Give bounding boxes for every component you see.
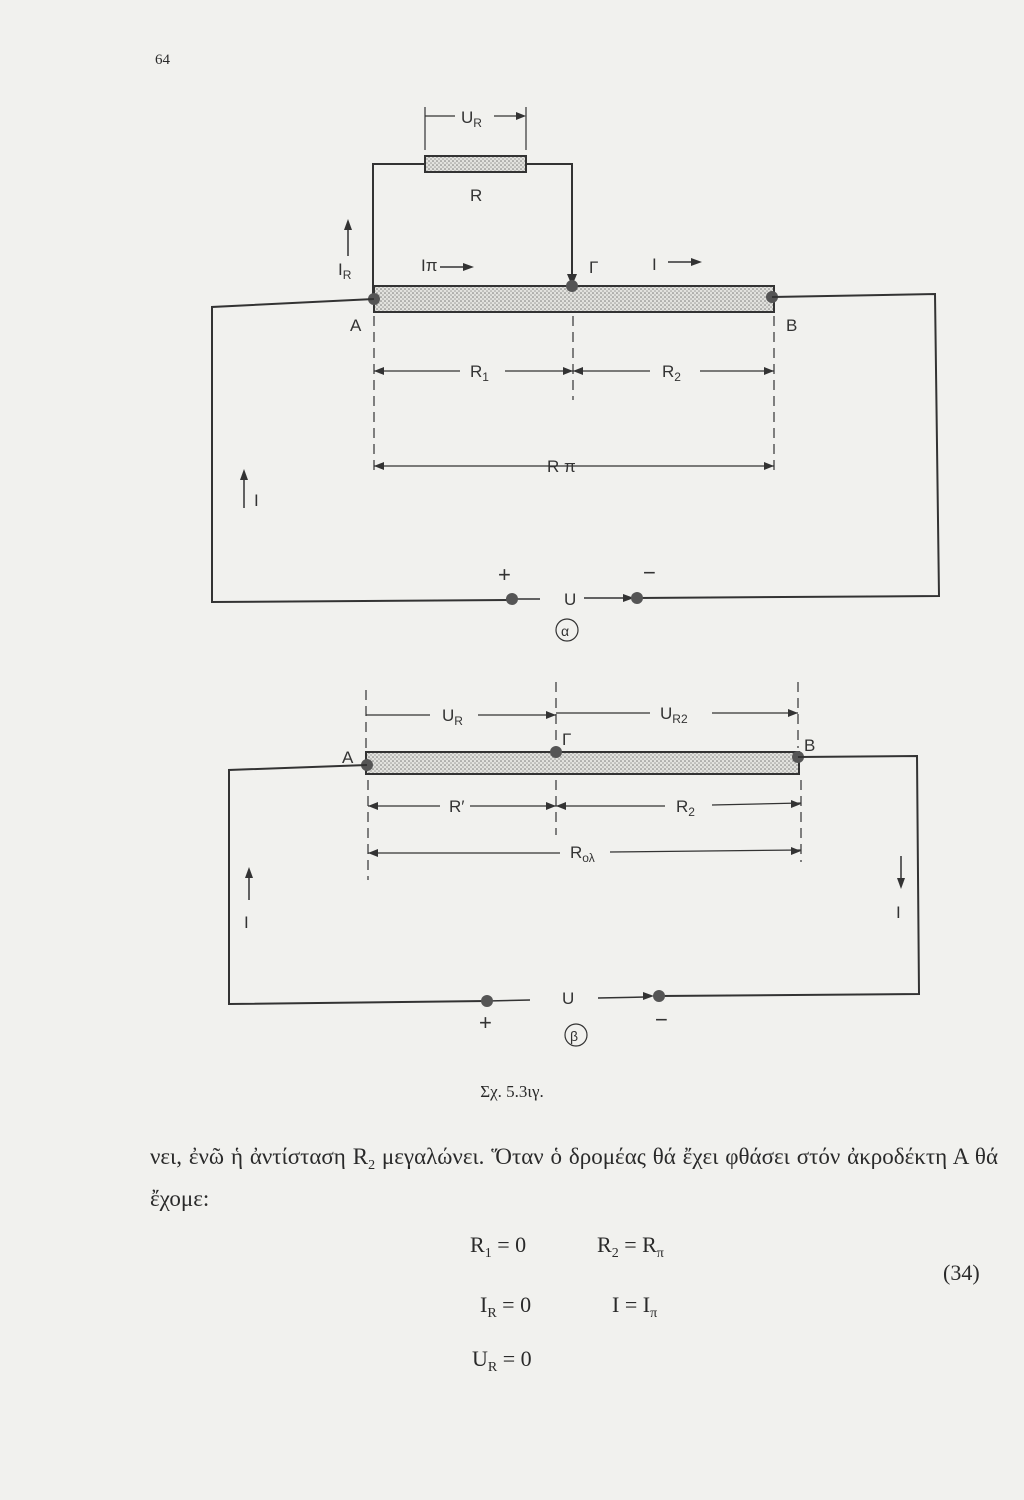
label-node-b: B bbox=[786, 316, 798, 335]
label-i-pi: Iπ bbox=[421, 256, 438, 275]
label-r-pi: R π bbox=[547, 457, 576, 476]
tag-alpha: α bbox=[561, 623, 570, 639]
outer-wire-a bbox=[212, 299, 512, 602]
label-r1: $R_1$ bbox=[470, 362, 489, 384]
label-i-right-b: I bbox=[896, 903, 901, 922]
label-ir: $I_R$ bbox=[338, 260, 352, 282]
label-gamma-b: Γ bbox=[562, 730, 572, 749]
equation-number: (34) bbox=[943, 1260, 980, 1285]
figure-a bbox=[212, 107, 939, 641]
wire-r-right bbox=[526, 164, 572, 276]
resistor-r bbox=[425, 156, 526, 172]
label-node-a: A bbox=[350, 316, 362, 335]
label-u-b: U bbox=[562, 989, 575, 1008]
label-minus-a: − bbox=[643, 560, 656, 585]
label-node-a-b: A bbox=[342, 748, 354, 767]
label-r-prime: R′ bbox=[449, 797, 465, 816]
equation-r1: $R_1 = 0$ bbox=[470, 1232, 527, 1261]
label-i-left-a: I bbox=[254, 491, 259, 510]
label-r: R bbox=[470, 186, 483, 205]
label-u-a: U bbox=[564, 590, 577, 609]
figure-caption: Σχ. 5.3ιγ. bbox=[480, 1082, 544, 1101]
equation-ur: $U_R = 0$ bbox=[472, 1346, 532, 1375]
page-number: 64 bbox=[155, 52, 170, 68]
label-r2-a: $R_2$ bbox=[662, 362, 681, 384]
label-ur-b: $U_R$ bbox=[442, 706, 463, 728]
label-r-ol: $R_{o\lambda}$ bbox=[570, 843, 595, 865]
wire-r-left bbox=[373, 164, 425, 297]
equation-i: $I = I_\pi$ bbox=[612, 1292, 658, 1321]
label-ur-a: $U_R$ bbox=[461, 108, 482, 130]
tag-beta: β bbox=[570, 1028, 579, 1044]
equation-r2: $R_2 = R_\pi$ bbox=[597, 1232, 664, 1261]
label-i-left-b: I bbox=[244, 913, 249, 932]
label-plus-a: + bbox=[498, 562, 511, 587]
label-ur2-b: $U_{R2}$ bbox=[660, 704, 688, 726]
equation-ir: $I_R = 0$ bbox=[480, 1292, 532, 1321]
label-minus-b: − bbox=[655, 1007, 668, 1032]
potentiometer-b bbox=[366, 752, 799, 774]
label-r2-b: $R_2$ bbox=[676, 797, 695, 819]
label-i-top: I bbox=[652, 255, 657, 274]
label-plus-b: + bbox=[479, 1010, 492, 1035]
body-paragraph: νει, ἐνῶ ἡ ἀντίσταση $R_2$ μεγαλώνει. Ὅταν ὁ δρομέας θά ἔχει φθάσει στόν ἀκροδέκτη Α θά ἔχομε: bbox=[150, 1144, 999, 1211]
label-gamma-a: Γ bbox=[589, 258, 599, 277]
label-node-b-b: B bbox=[804, 736, 816, 755]
